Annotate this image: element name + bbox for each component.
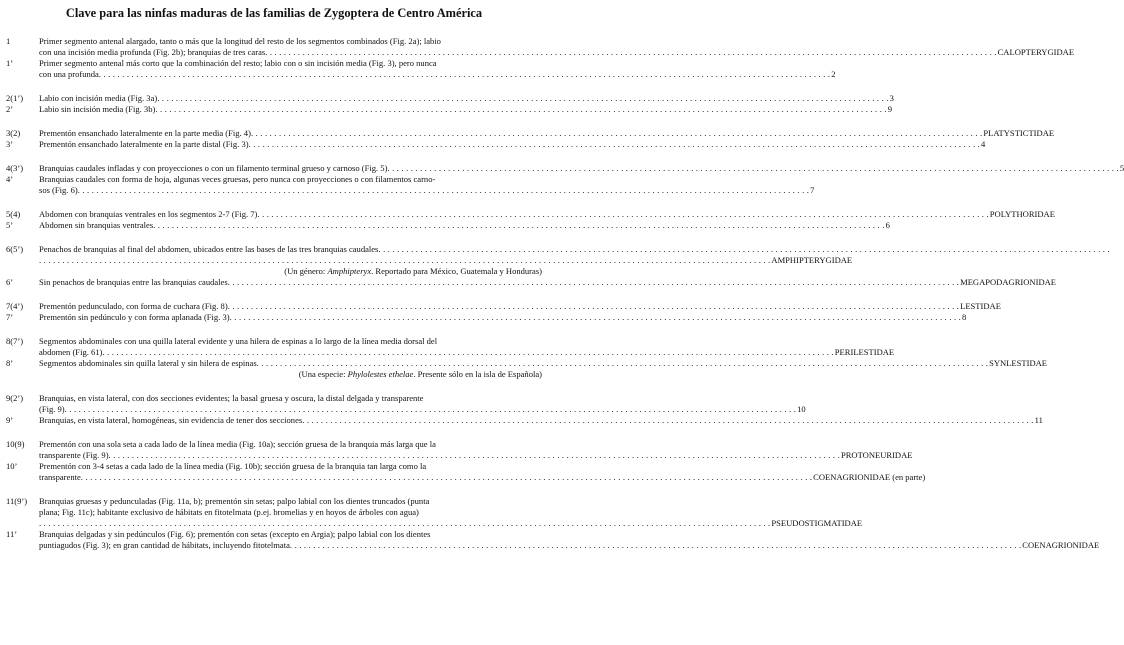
- dot-leader: [290, 540, 1021, 551]
- couplet: [6, 93, 894, 104]
- couplet-result: 11: [1034, 415, 1043, 425]
- couplet-number: 5(4): [6, 209, 21, 219]
- couplet: [6, 461, 926, 483]
- couplet-number: 1: [6, 36, 11, 46]
- couplet: [6, 139, 986, 150]
- page-title: Clave para las ninfas maduras de las familias de Zygoptera de Centro América: [65, 6, 483, 20]
- couplet-number: 7(4’): [6, 301, 24, 311]
- taxon-note: [6, 266, 542, 277]
- couplet-description: abdomen (Fig. 61): [39, 347, 103, 357]
- couplet-result: PSEUDOSTIGMATIDAE: [771, 518, 863, 528]
- couplet-group: [6, 244, 1057, 288]
- couplet-group: [6, 93, 894, 115]
- couplet-text: [39, 496, 862, 529]
- couplet-result: COENAGRIONIDAE: [1022, 540, 1100, 550]
- couplet-text: [39, 336, 894, 358]
- couplet-result: LESTIDAE: [960, 301, 1001, 311]
- couplet-last-line: [39, 450, 913, 461]
- couplet-text: [39, 277, 1056, 288]
- couplet-result: MEGAPODAGRIONIDAE: [960, 277, 1057, 287]
- dot-leader: [102, 347, 833, 358]
- couplet: [6, 358, 1048, 369]
- couplet-number: 10’: [6, 461, 18, 471]
- couplet-number: 7’: [6, 312, 14, 322]
- couplet-description: Labio sin incisión media (Fig. 3b): [39, 104, 156, 114]
- couplet-result: 10: [797, 404, 806, 414]
- couplet-result: PLATYSTICTIDAE: [983, 128, 1055, 138]
- couplet-result: 6: [885, 220, 890, 230]
- couplet-result: 5: [1119, 163, 1124, 173]
- couplet-description: Prementón pedunculado, con forma de cuchara (Fig. 8): [39, 301, 228, 311]
- couplet-result: COENAGRIONIDAE (en parte): [813, 472, 926, 482]
- couplet-group: [6, 393, 1043, 426]
- couplet-text: [39, 415, 1043, 426]
- couplet-line: Primer segmento antenal más corto que la combinación del resto; labio con o sin incisión media (Fig. 3), pero nunca: [39, 58, 437, 68]
- couplet-description: Prementón ensanchado lateralmente en la parte media (Fig. 4): [39, 128, 251, 138]
- couplet-text: [39, 58, 836, 80]
- couplet-last-line: [39, 244, 1110, 255]
- dot-leader: [387, 163, 1118, 174]
- couplet: [6, 277, 1057, 288]
- couplet-number: 1’: [6, 58, 14, 68]
- couplet-number: 6’: [6, 277, 14, 287]
- couplet-number: 9(2’): [6, 393, 24, 403]
- couplet-text: [39, 209, 1055, 220]
- couplet-last-line: [39, 404, 806, 415]
- couplet-text: [39, 93, 894, 104]
- couplet-text: [39, 104, 892, 115]
- couplet: [6, 209, 1055, 220]
- couplet-text: [39, 393, 806, 415]
- couplet-last-line: [39, 209, 1055, 220]
- couplet-line: Primer segmento antenal alargado, tanto o más que la longitud del resto de los segmentos combinados (Fig. 2a); labio: [39, 36, 441, 46]
- dot-leader: [99, 69, 830, 80]
- couplet-line: Branquias, en vista lateral, con dos secciones evidentes; la basal gruesa y oscura, la distal delgada y transparente: [39, 393, 424, 403]
- couplet-last-line: [39, 518, 862, 529]
- couplet-text: [39, 244, 1110, 255]
- couplet: [6, 163, 1124, 174]
- couplet-last-line: [39, 69, 836, 80]
- couplet: [6, 128, 1055, 139]
- couplet: [6, 393, 806, 415]
- couplet-result: AMPHIPTERYGIDAE: [771, 255, 853, 265]
- couplet-last-line: [39, 347, 894, 358]
- couplet-group: [6, 336, 1048, 380]
- dot-leader: [257, 358, 988, 369]
- couplet-number: [6, 255, 39, 266]
- couplet-group: [6, 496, 1100, 551]
- couplet-last-line: [39, 472, 925, 483]
- couplet-group: [6, 163, 1124, 196]
- couplet-last-line: [39, 128, 1054, 139]
- couplet-description: transparente (Fig. 9): [39, 450, 109, 460]
- couplet-text: [39, 36, 1074, 58]
- couplet-number: 6(5’): [6, 244, 24, 254]
- couplet-description: Abdomen con branquias ventrales en los segmentos 2-7 (Fig. 7): [39, 209, 258, 219]
- couplet: [6, 255, 853, 266]
- couplet-result: 4: [980, 139, 986, 149]
- couplet-result: PROTONEURIDAE: [840, 450, 913, 460]
- taxon-note: [6, 369, 542, 380]
- couplet-group: [6, 301, 1001, 323]
- couplet-description: Prementón sin pedúnculo y con forma aplanada (Fig. 3): [39, 312, 230, 322]
- couplet-result: 3: [889, 93, 894, 103]
- couplet-text: [39, 301, 1001, 312]
- couplet: [6, 36, 1075, 58]
- dot-leader: [81, 472, 812, 483]
- dot-leader: [39, 518, 770, 529]
- couplet: [6, 336, 895, 358]
- couplet-last-line: [39, 185, 814, 196]
- couplet-result: 7: [810, 185, 815, 195]
- dot-leader: [251, 128, 982, 139]
- couplet-result: CALOPTERYGIDAE: [997, 47, 1075, 57]
- couplet: [6, 301, 1001, 312]
- couplet-description: Branquias caudales infladas y con proyecciones o con un filamento terminal grueso y carnoso (Fig. 5): [39, 163, 388, 173]
- note-text: (Una especie:: [298, 369, 348, 379]
- couplet-last-line: [39, 255, 852, 266]
- couplet-description: Labio con incisión media (Fig. 3a): [39, 93, 158, 103]
- couplet-number: 10(9): [6, 439, 25, 449]
- couplet-description: transparente: [39, 472, 81, 482]
- identification-key: [6, 36, 1124, 551]
- couplet-line: Segmentos abdominales con una quilla lateral evidente y una hilera de espinas a lo largo de la línea media dorsal del: [39, 336, 438, 346]
- couplet-last-line: [39, 104, 892, 115]
- couplet: [6, 58, 836, 80]
- couplet-description: Sin penachos de branquias entre las branquias caudales: [39, 277, 228, 287]
- dot-leader: [257, 209, 988, 220]
- couplet-text: [39, 529, 1099, 551]
- couplet-description: sos (Fig. 6): [39, 185, 78, 195]
- couplet: [6, 104, 893, 115]
- couplet-description: con una incisión media profunda (Fig. 2b); branquias de tres caras: [39, 47, 266, 57]
- couplet-text: [39, 439, 913, 461]
- couplet-description: Penachos de branquias al final del abdomen, ubicados entre las bases de las tres branquias caudales: [39, 244, 379, 254]
- couplet-result: POLYTHORIDAE: [989, 209, 1055, 219]
- couplet-description: Abdomen sin branquias ventrales: [39, 220, 154, 230]
- couplet-line: Prementón con una sola seta a cada lado de la línea media (Fig. 10a); sección gruesa de la branquia más larga que la: [39, 439, 436, 449]
- couplet-group: [6, 439, 926, 483]
- couplet-line: plana; Fig. 11c); habitante exclusivo de hábitats en fitotelmata (p.ej. bromelias y en hoyos de árboles con agua): [39, 507, 419, 517]
- couplet-description: Branquias, en vista lateral, homogéneas, sin evidencia de tener dos secciones: [39, 415, 303, 425]
- dot-leader: [228, 301, 959, 312]
- couplet-number: 9’: [6, 415, 14, 425]
- couplet-result: 2: [831, 69, 836, 79]
- couplet-text: [39, 255, 852, 266]
- dot-leader: [65, 404, 796, 415]
- couplet-text: [39, 128, 1054, 139]
- couplet-text: [39, 220, 890, 231]
- couplet-last-line: [39, 415, 1043, 426]
- couplet-last-line: [39, 163, 1124, 174]
- couplet-group: [6, 36, 1075, 80]
- couplet-number: 11’: [6, 529, 18, 539]
- note-genus: Amphipteryx: [327, 266, 372, 276]
- couplet: [6, 496, 863, 529]
- couplet-last-line: [39, 47, 1074, 58]
- couplet-number: 3’: [6, 139, 14, 149]
- dot-leader: [78, 185, 809, 196]
- couplet-text: [39, 358, 1047, 369]
- couplet-group: [6, 128, 1055, 150]
- couplet: [6, 439, 913, 461]
- couplet-last-line: [39, 220, 890, 231]
- dot-leader: [109, 450, 840, 461]
- couplet-number: 4’: [6, 174, 14, 184]
- couplet-last-line: [39, 93, 894, 104]
- couplet-result: PERILESTIDAE: [834, 347, 895, 357]
- couplet-line: Branquias gruesas y pedunculadas (Fig. 11a, b); prementón sin setas; palpo labial con los dientes truncados (punta: [39, 496, 430, 506]
- couplet-line: Branquias caudales con forma de hoja, algunas veces gruesas, pero nunca con proyecciones o con filamentos carno-: [39, 174, 436, 184]
- dot-leader: [230, 312, 961, 323]
- couplet-text: [39, 139, 985, 150]
- dot-leader: [39, 255, 770, 266]
- couplet-number: 3(2): [6, 128, 21, 138]
- note-text: . Reportado para México, Guatemala y Honduras): [371, 266, 542, 276]
- couplet-description: puntiagudos (Fig. 3); en gran cantidad de hábitats, incluyendo fitotelmata: [39, 540, 290, 550]
- couplet-number: 11(9’): [6, 496, 28, 506]
- dot-leader: [155, 104, 886, 115]
- dot-leader: [378, 244, 1109, 255]
- couplet: [6, 415, 1043, 426]
- couplet-last-line: [39, 277, 1056, 288]
- couplet-line: Branquias delgadas y sin pedúnculos (Fig. 6); prementón con setas (excepto en Argia); palpo labial con los dientes: [39, 529, 431, 539]
- couplet-group: [6, 209, 1055, 231]
- couplet-number: 5’: [6, 220, 14, 230]
- couplet-last-line: [39, 301, 1001, 312]
- couplet: [6, 312, 967, 323]
- couplet-last-line: [39, 540, 1099, 551]
- note-genus: Phylolestes ethelae: [347, 369, 414, 379]
- dot-leader: [228, 277, 959, 288]
- couplet-result: 9: [887, 104, 893, 114]
- couplet: [6, 174, 815, 196]
- couplet-number: 2(1’): [6, 93, 24, 103]
- couplet-number: 2’: [6, 104, 14, 114]
- couplet-text: [39, 163, 1124, 174]
- couplet-text: [39, 461, 925, 483]
- couplet-description: con una profunda: [39, 69, 99, 79]
- couplet-result: 8: [962, 312, 967, 322]
- couplet-result: SYNLESTIDAE: [989, 358, 1048, 368]
- dot-leader: [249, 139, 980, 150]
- couplet-last-line: [39, 358, 1047, 369]
- dot-leader: [302, 415, 1033, 426]
- dot-leader: [153, 220, 884, 231]
- couplet-description: (Fig. 9): [39, 404, 65, 414]
- couplet: [6, 529, 1100, 551]
- couplet-last-line: [39, 139, 985, 150]
- couplet-number: 8(7’): [6, 336, 24, 346]
- couplet-description: Prementón ensanchado lateralmente en la parte distal (Fig. 3): [39, 139, 249, 149]
- couplet-text: [39, 174, 814, 196]
- dot-leader: [157, 93, 888, 104]
- note-text: (Un género:: [284, 266, 328, 276]
- couplet: [6, 244, 542, 255]
- couplet-last-line: [39, 312, 966, 323]
- couplet-description: Segmentos abdominales sin quilla lateral y sin hilera de espinas: [39, 358, 257, 368]
- dot-leader: [265, 47, 996, 58]
- couplet-line: Prementón con 3-4 setas a cada lado de la línea media (Fig. 10b); sección gruesa de la branquia tan larga como la: [39, 461, 427, 471]
- couplet-number: 4(3’): [6, 163, 24, 173]
- couplet: [6, 220, 890, 231]
- couplet-text: [39, 312, 966, 323]
- couplet-number: 8’: [6, 358, 14, 368]
- note-text: . Presente sólo en la isla de Española): [413, 369, 542, 379]
